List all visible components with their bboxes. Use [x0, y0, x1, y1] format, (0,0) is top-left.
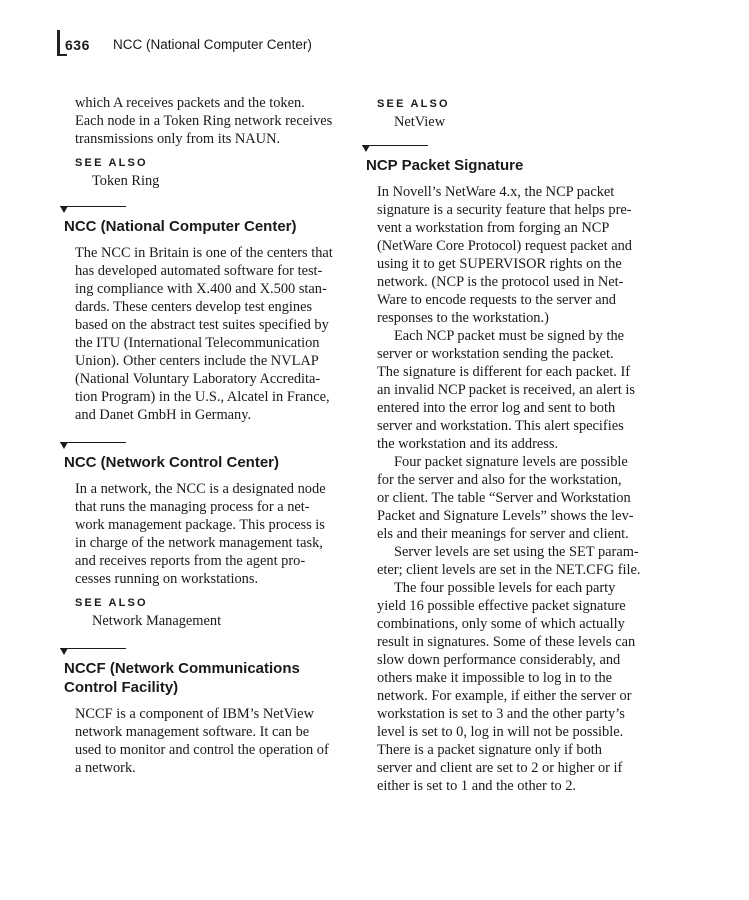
- text-line: transmissions only from its NAUN.: [75, 131, 281, 147]
- entry-rule: [60, 442, 126, 443]
- entry-title: NCC (Network Control Center): [64, 454, 280, 471]
- text-line: responses to the workstation.): [377, 310, 549, 326]
- entry-title: NCP Packet Signature: [366, 157, 524, 174]
- entry-title-line: Control Facility): [64, 679, 179, 696]
- entry-triangle-icon: [60, 206, 68, 213]
- entry-paragraph-5: [377, 579, 647, 795]
- text-line: The signature is different for each packet. If: [377, 364, 631, 380]
- text-line: others make it impossible to log in to the: [377, 670, 613, 686]
- entry-nccf: [60, 648, 345, 777]
- text-line: that runs the managing process for a net-: [75, 499, 310, 515]
- see-also-target-netview: NetView: [394, 114, 446, 130]
- text-line: There is a packet signature only if both: [377, 742, 602, 758]
- text-line: vent a workstation from forging an NCP: [377, 220, 610, 236]
- text-line: which A receives packets and the token.: [75, 95, 305, 111]
- entry-body: [75, 705, 345, 777]
- text-line: Four packet signature levels are possible: [394, 454, 628, 470]
- entry-paragraph-4: [377, 543, 647, 579]
- running-head: NCC (National Computer Center): [113, 37, 312, 52]
- entry-triangle-icon: [60, 648, 68, 655]
- text-line: and Danet GmbH in Germany.: [75, 407, 252, 423]
- text-line: signature is a security feature that helps pre-: [377, 202, 632, 218]
- text-line: work management package. This process is: [75, 517, 325, 533]
- entry-paragraph-3: [377, 453, 647, 543]
- entry-title: NCC (National Computer Center): [64, 218, 297, 235]
- text-line: slow down performance considerably, and: [377, 652, 621, 668]
- text-line: an invalid NCP packet is received, an alert is: [377, 382, 636, 398]
- text-line: The NCC in Britain is one of the centers that: [75, 245, 333, 261]
- text-line: yield 16 possible effective packet signature: [377, 598, 626, 614]
- entry-triangle-icon: [362, 145, 370, 152]
- text-line: or client. The table “Server and Workstation: [377, 490, 631, 506]
- text-line: the workstation and its address.: [377, 436, 559, 452]
- text-line: either is set to 1 and the other to 2.: [377, 778, 577, 794]
- see-also-label: SEE ALSO: [377, 98, 450, 110]
- text-line: combinations, only some of which actually: [377, 616, 625, 632]
- text-line: Ware to encode requests to the server and: [377, 292, 616, 308]
- text-line: In Novell’s NetWare 4.x, the NCP packet: [377, 184, 615, 200]
- text-line: cesses running on workstations.: [75, 571, 259, 587]
- text-line: network. (NCP is the protocol used in Net-: [377, 274, 624, 290]
- text-line: a network.: [75, 760, 136, 776]
- text-line: in charge of the network management task,: [75, 535, 323, 551]
- text-line: (NetWare Core Protocol) request packet and: [377, 238, 632, 254]
- right-column: [362, 94, 647, 795]
- entry-body: [75, 480, 345, 588]
- see-also-label: SEE ALSO: [75, 597, 148, 609]
- text-line: workstation is set to 3 and the other party’s: [377, 706, 625, 722]
- text-line: entered into the error log and sent to both: [377, 400, 616, 416]
- see-also-target-token-ring: Token Ring: [92, 173, 160, 189]
- entry-rule: [362, 145, 428, 146]
- entry-body: [75, 244, 345, 424]
- entry-triangle-icon: [60, 442, 68, 449]
- entry-paragraph-2: [377, 327, 647, 453]
- text-line: based on the abstract test suites specified by: [75, 317, 329, 333]
- header-rule: [57, 54, 67, 56]
- text-line: server or workstation sending the packet.: [377, 346, 614, 362]
- text-line: using it to get SUPERVISOR rights on the: [377, 256, 622, 272]
- entry-marker: [60, 206, 130, 215]
- text-line: Each NCP packet must be signed by the: [394, 328, 625, 344]
- entry-marker: [60, 442, 130, 451]
- text-line: for the server and also for the workstation,: [377, 472, 622, 488]
- text-line: In a network, the NCC is a designated node: [75, 481, 326, 497]
- entry-title-line: NCCF (Network Communications: [64, 660, 300, 677]
- text-line: els and their meanings for server and client.: [377, 526, 629, 542]
- see-also-label: SEE ALSO: [75, 157, 148, 169]
- continuation-paragraph: [75, 94, 345, 148]
- text-line: has developed automated software for test-: [75, 263, 323, 279]
- page-number: 636: [65, 37, 90, 53]
- text-line: and receives reports from the agent pro-: [75, 553, 306, 569]
- header-bar: [57, 30, 60, 56]
- text-line: tion Program) in the U.S., Alcatel in France,: [75, 389, 330, 405]
- entry-paragraph-1: [377, 183, 647, 327]
- entry-marker: [362, 145, 432, 154]
- text-line: Packet and Signature Levels” shows the lev-: [377, 508, 634, 524]
- text-line: dards. These centers develop test engines: [75, 299, 313, 315]
- text-line: result in signatures. Some of these levels can: [377, 634, 636, 650]
- text-line: network management software. It can be: [75, 724, 310, 740]
- text-line: Each node in a Token Ring network receives: [75, 113, 333, 129]
- text-line: used to monitor and control the operation of: [75, 742, 329, 758]
- left-column: [60, 94, 345, 777]
- text-line: network. For example, if either the server or: [377, 688, 632, 704]
- entry-marker: [60, 648, 130, 657]
- text-line: NCCF is a component of IBM’s NetView: [75, 706, 314, 722]
- entry-rule: [60, 206, 126, 207]
- text-line: Union). Other centers include the NVLAP: [75, 353, 319, 369]
- entry-ncc-national-computer-center: [60, 206, 345, 424]
- entry-ncc-network-control-center: [60, 442, 345, 630]
- see-also-target-network-management: Network Management: [92, 613, 222, 629]
- text-line: The four possible levels for each party: [394, 580, 616, 596]
- page-header: [57, 30, 357, 56]
- text-line: ing compliance with X.400 and X.500 stan-: [75, 281, 327, 297]
- text-line: the ITU (International Telecommunication: [75, 335, 320, 351]
- text-line: Server levels are set using the SET param-: [394, 544, 639, 560]
- text-line: level is set to 0, log in will not be possible.: [377, 724, 624, 740]
- text-line: server and workstation. This alert specifies: [377, 418, 624, 434]
- text-line: eter; client levels are set in the NET.CFG file.: [377, 562, 641, 578]
- entry-rule: [60, 648, 126, 649]
- entry-ncp-packet-signature: [362, 145, 647, 795]
- text-line: server and client are set to 2 or higher or if: [377, 760, 623, 776]
- text-line: (National Voluntary Laboratory Accredita-: [75, 371, 321, 387]
- entry-title: [64, 659, 345, 697]
